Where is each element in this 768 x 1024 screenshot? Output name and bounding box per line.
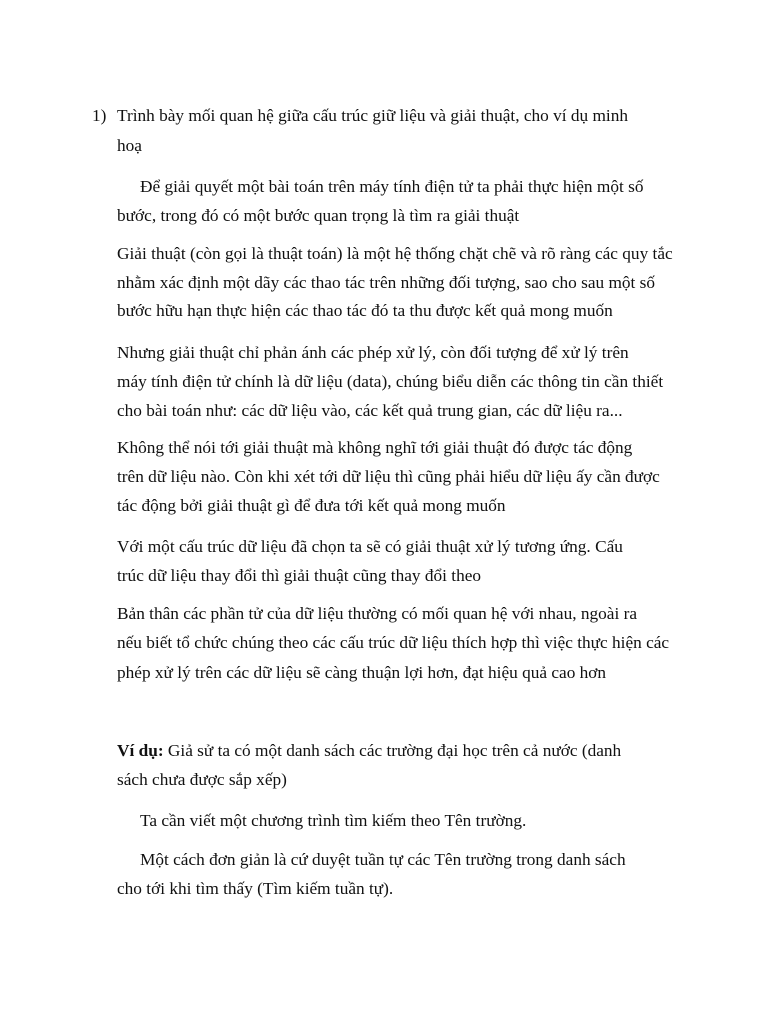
paragraph-4-line-3: tác động bởi giải thuật gì để đưa tới kết quả mong muốn bbox=[117, 496, 506, 515]
question-line-2: hoạ bbox=[117, 136, 142, 155]
example-line-1 bbox=[117, 741, 621, 761]
question-number: 1) bbox=[92, 106, 107, 125]
example-paragraph-1-line-1: Ta cần viết một chương trình tìm kiếm theo Tên trường. bbox=[140, 811, 527, 830]
paragraph-5-line-2: trúc dữ liệu thay đổi thì giải thuật cũng thay đổi theo bbox=[117, 566, 482, 585]
question-line-1: Trình bày mối quan hệ giữa cấu trúc giữ liệu và giải thuật, cho ví dụ minh bbox=[117, 106, 628, 125]
paragraph-6-line-3: phép xử lý trên các dữ liệu sẽ càng thuận lợi hơn, đạt hiệu quả cao hơn bbox=[117, 663, 607, 682]
paragraph-1-line-2: bước, trong đó có một bước quan trọng là tìm ra giải thuật bbox=[117, 206, 520, 225]
paragraph-5-line-1: Với một cấu trúc dữ liệu đã chọn ta sẽ có giải thuật xử lý tương ứng. Cấu bbox=[117, 537, 623, 556]
paragraph-6-line-1: Bản thân các phần tử của dữ liệu thường có mối quan hệ với nhau, ngoài ra bbox=[117, 604, 638, 623]
example-paragraph-2-line-1: Một cách đơn giản là cứ duyệt tuần tự các Tên trường trong danh sách bbox=[140, 850, 626, 869]
paragraph-3-line-2: máy tính điện tử chính là dữ liệu (data), chúng biểu diễn các thông tin cần thiết bbox=[117, 372, 664, 391]
paragraph-3-line-3: cho bài toán như: các dữ liệu vào, các kết quả trung gian, các dữ liệu ra... bbox=[117, 401, 623, 420]
paragraph-2-line-1: Giải thuật (còn gọi là thuật toán) là một hệ thống chặt chẽ và rõ ràng các quy tắc bbox=[117, 244, 673, 263]
paragraph-6-line-2: nếu biết tổ chức chúng theo các cấu trúc dữ liệu thích hợp thì việc thực hiện các bbox=[117, 633, 670, 652]
paragraph-4-line-1: Không thể nói tới giải thuật mà không nghĩ tới giải thuật đó được tác động bbox=[117, 438, 633, 457]
paragraph-3-line-1: Nhưng giải thuật chỉ phản ánh các phép xử lý, còn đối tượng để xử lý trên bbox=[117, 343, 629, 362]
paragraph-2-line-3: bước hữu hạn thực hiện các thao tác đó ta thu được kết quả mong muốn bbox=[117, 301, 613, 320]
paragraph-4-line-2: trên dữ liệu nào. Còn khi xét tới dữ liệu thì cũng phải hiểu dữ liệu ấy cần được bbox=[117, 467, 660, 486]
example-line-2: sách chưa được sắp xếp) bbox=[117, 770, 287, 789]
example-label: Ví dụ: bbox=[117, 741, 164, 760]
paragraph-2-line-2: nhằm xác định một dãy các thao tác trên những đối tượng, sao cho sau một số bbox=[117, 273, 656, 292]
example-paragraph-2-line-2: cho tới khi tìm thấy (Tìm kiếm tuần tự). bbox=[117, 879, 394, 898]
paragraph-1-line-1: Để giải quyết một bài toán trên máy tính điện tử ta phải thực hiện một số bbox=[140, 177, 644, 196]
example-text: Giả sử ta có một danh sách các trường đại học trên cả nước (danh bbox=[163, 741, 622, 760]
